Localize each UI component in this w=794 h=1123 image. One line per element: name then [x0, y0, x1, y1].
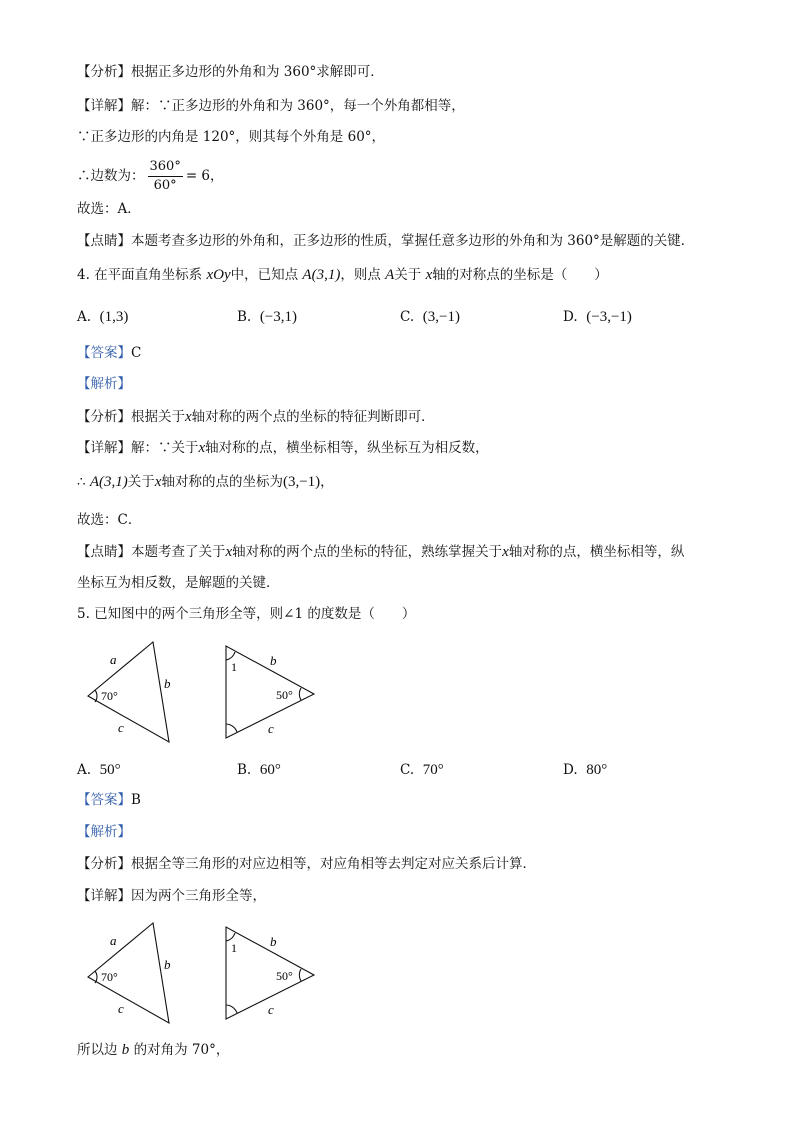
q3-analysis: 【分析】根据正多边形的外角和为 360°求解即可．	[77, 64, 384, 80]
angle-1: 1	[231, 941, 237, 955]
text: ∴	[77, 474, 86, 490]
text: 轴对称的两个点的坐标的特征判断即可．	[191, 409, 435, 425]
label-a: a	[110, 652, 117, 667]
option-letter: C.	[400, 309, 415, 325]
label-c: c	[118, 720, 124, 735]
label-a: a	[110, 933, 117, 948]
option-value: 70°	[422, 762, 444, 778]
q3-fraction	[148, 159, 183, 194]
answer-value: C	[131, 345, 142, 361]
answer-value: B	[131, 792, 141, 808]
q4-analysis	[77, 407, 435, 427]
q5-option-b	[237, 760, 281, 780]
label-b-right: b	[270, 653, 277, 668]
text: 【点睛】本题考查了关于	[77, 544, 226, 560]
label-b: b	[164, 676, 171, 691]
q4-parse-tag: 【解析】	[77, 376, 131, 392]
option-value: (1,3)	[99, 309, 129, 325]
angle-50: 50°	[276, 688, 293, 702]
var-b: b	[121, 1042, 130, 1058]
q3-detail-1: 【详解】解：∵正多边形的外角和为 360°，每一个外角都相等，	[77, 98, 465, 114]
q5-stem: 5. 已知图中的两个三角形全等，则∠1 的度数是（ ）	[77, 606, 416, 622]
option-letter: B.	[237, 762, 252, 778]
label-b: b	[164, 957, 171, 972]
q4-stem-text: 关于	[394, 267, 422, 283]
option-letter: A.	[77, 762, 92, 778]
q5-figure-2	[80, 917, 330, 1029]
text: 【分析】根据关于	[77, 409, 185, 425]
q5-last-line	[77, 1040, 229, 1060]
option-value: (3,−1)	[422, 309, 460, 325]
option-value: 80°	[586, 762, 608, 778]
option-letter: C.	[400, 762, 415, 778]
q3-edge-label: ∴边数为：	[77, 168, 145, 184]
q4-stem	[77, 265, 608, 285]
text: 轴对称的点，横坐标相等，纵坐标互为相反数，	[205, 440, 489, 456]
var-x: x	[225, 544, 233, 560]
q4-choice: 故选：C．	[77, 512, 142, 528]
q4-comment-1	[77, 542, 684, 562]
var-x: x	[185, 409, 192, 425]
option-value: 60°	[259, 762, 281, 778]
option-value: 50°	[99, 762, 121, 778]
angle-70: 70°	[101, 970, 118, 984]
q4-result	[77, 472, 334, 492]
point-a: A(3,1)	[89, 474, 128, 490]
label-c-right: c	[268, 1002, 274, 1017]
option-letter: D.	[563, 309, 578, 325]
q4-option-a	[77, 307, 128, 327]
text: 轴对称的两个点的坐标的特征，熟练掌握关于	[232, 544, 503, 560]
result-coordinate: (3,−1)	[282, 474, 321, 490]
answer-tag: 【答案】	[77, 345, 131, 361]
q4-stem-a: A	[385, 267, 395, 283]
q5-figure-1	[80, 636, 330, 748]
q3-frac-result: = 6，	[185, 168, 224, 184]
q5-option-d	[563, 760, 607, 780]
q3-comment: 【点睛】本题考查多边形的外角和，正多边形的性质，掌握任意多边形的外角和为 360°是解题的关键．	[77, 233, 695, 249]
text: 轴对称的点的坐标为	[161, 474, 283, 490]
q5-parse-tag: 【解析】	[77, 824, 131, 840]
q3-frac-denominator: 60°	[153, 178, 177, 193]
text: ，	[320, 474, 334, 490]
label-c: c	[118, 1001, 124, 1016]
option-value: (−3,1)	[259, 309, 298, 325]
angle-70: 70°	[101, 689, 118, 703]
option-letter: D.	[563, 762, 578, 778]
q4-option-c	[400, 307, 460, 327]
q4-stem-text: 轴的对称点的坐标是（ ）	[432, 267, 608, 283]
label-b-right: b	[270, 934, 277, 949]
q4-answer	[77, 343, 141, 363]
q3-detail-2: ∵正多边形的内角是 120°，则其每个外角是 60°，	[77, 129, 386, 145]
option-value: (−3,−1)	[586, 309, 632, 325]
q5-option-a	[77, 760, 121, 780]
text: 的对角为 70°，	[133, 1042, 230, 1058]
var-x: x	[198, 440, 206, 456]
q4-option-b	[237, 307, 297, 327]
var-x: x	[154, 474, 162, 490]
text: 【详解】解：∵关于	[77, 440, 199, 456]
q5-detail: 【详解】因为两个三角形全等，	[77, 888, 266, 904]
q4-stem-point: A(3,1)	[302, 267, 341, 283]
q5-option-c	[400, 760, 444, 780]
q3-edge-count	[77, 159, 224, 194]
q4-stem-text: 4. 在平面直角坐标系	[77, 267, 203, 283]
q4-stem-text: ，则点	[340, 267, 381, 283]
answer-tag: 【答案】	[77, 792, 131, 808]
q4-stem-x: x	[425, 267, 433, 283]
q4-comment-2: 坐标互为相反数，是解题的关键．	[77, 575, 280, 591]
text: 关于	[127, 474, 155, 490]
var-x: x	[502, 544, 509, 560]
q4-detail	[77, 438, 489, 458]
q5-answer	[77, 790, 141, 810]
angle-50: 50°	[276, 969, 293, 983]
option-letter: A.	[77, 309, 92, 325]
q3-choice: 故选：A．	[77, 201, 141, 217]
q4-stem-xoy: xOy	[206, 267, 231, 283]
q3-frac-numerator: 360°	[148, 159, 183, 177]
label-c-right: c	[268, 721, 274, 736]
option-letter: B.	[237, 309, 252, 325]
text: 所以边	[77, 1042, 118, 1058]
angle-1: 1	[231, 660, 237, 674]
q4-stem-text: 中，已知点	[230, 267, 299, 283]
text: 轴对称的点，横坐标相等，纵	[508, 544, 685, 560]
q5-analysis: 【分析】根据全等三角形的对应边相等，对应角相等去判定对应关系后计算．	[77, 856, 536, 872]
q4-option-d	[563, 307, 632, 327]
